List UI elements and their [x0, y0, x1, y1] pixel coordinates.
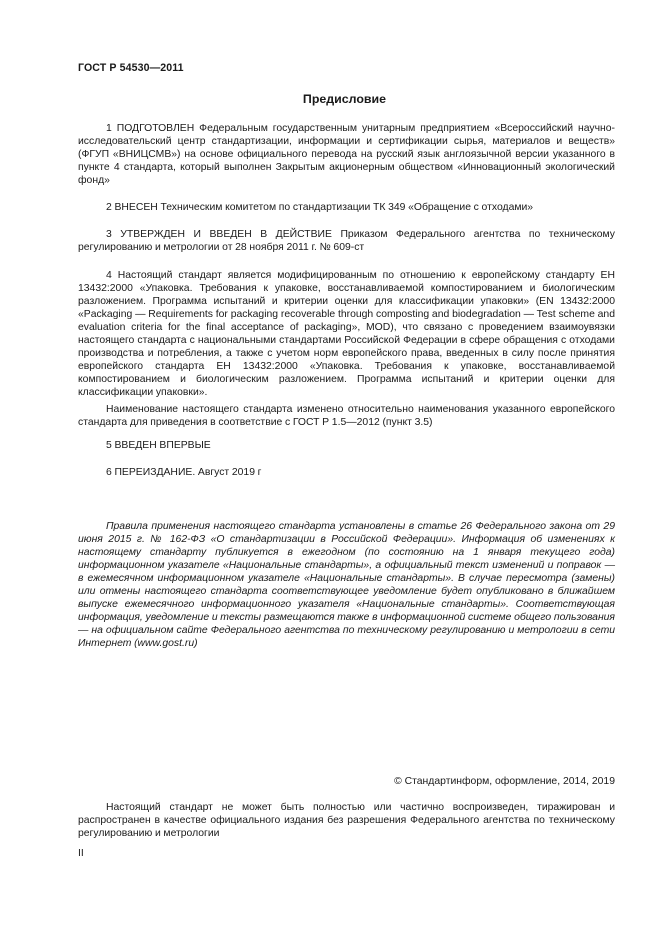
copyright-line: © Стандартинформ, оформление, 2014, 2019 — [394, 776, 615, 787]
reproduction-notice: Настоящий стандарт не может быть полностью или частично воспроизведен, тиражирован и распространен в качестве официального издания без разрешения Федерального агентства по техническому регулированию и метрологии — [78, 802, 615, 839]
application-rules-notice: Правила применения настоящего стандарта установлены в статье 26 Федерального закона от 29 июня 2015 г. № 162-ФЗ «О стандартизации в Российской Федерации». Информация об изменениях к настоящему стандарту публикуется в ежегодном (по состоянию на 1 января текущего года) информационном указателе «Национальные стандарты», а официальный текст изменений и поправок — в ежемесячном информационном указателе «Национальные стандарты». В случае пересмотра (замены) или отмены настоящего стандарта соответствующее уведомление будет опубликовано в ближайшем выпуске ежемесячного информационного указателя «Национальные стандарты». Соответствующая информация, уведомление и тексты размещаются также в информационной системе общего пользования — на официальном сайте Федерального агентства по техническому регулированию и метрологии в сети Интернет (www.gost.ru) — [78, 521, 615, 649]
paragraph-4-modified-standard: 4 Настоящий стандарт является модифицированным по отношению к европейскому стандарту ЕН 13432:2000 «Упаковка. Требования к упаковке, восстанавливаемой компостированием и биологическим разложением. Программа испытаний и критерии оценки для классификации упаковки» (EN 13432:2000 «Packaging — Requirements for packaging recoverable through composting and biodegradation — Test scheme and evaluation criteria for the final acceptance of packaging», MOD), что связано с проведением взаимоувязки настоящего стандарта с национальными стандартами Российской Федерации в сфере обращения с отходами производства и потребления, а также с учетом норм европейского права, введенных в силу после принятия европейского стандарта ЕН 13432:2000 «Упаковка. Требования к упаковке, восстанавливаемой компостированием и биологическим разложением. Программа испытаний и критерии оценки для классификации упаковки». — [78, 270, 615, 398]
paragraph-1-prepared-by: 1 ПОДГОТОВЛЕН Федеральным государственным унитарным предприятием «Всероссийский научно-исследовательский центр стандартизации, информации и сертификации сырья, материалов и веществ» (ФГУП «ВНИЦСМВ») на основе официального перевода на русский язык англоязычной версии указанного в пункте 4 стандарта, который выполнен Закрытым акционерным обществом «Инновационный экологический фонд» — [78, 123, 615, 186]
page-number: II — [78, 848, 84, 859]
standard-code-header: ГОСТ Р 54530—2011 — [78, 62, 184, 74]
paragraph-6-reissue: 6 ПЕРЕИЗДАНИЕ. Август 2019 г — [106, 467, 262, 478]
paragraph-2-submitted-by: 2 ВНЕСЕН Техническим комитетом по стандартизации ТК 349 «Обращение с отходами» — [106, 202, 534, 213]
paragraph-4-name-change: Наименование настоящего стандарта изменено относительно наименования указанного европейского стандарта для приведения в соответствие с ГОСТ Р 1.5—2012 (пункт 3.5) — [78, 404, 615, 428]
paragraph-5-introduced: 5 ВВЕДЕН ВПЕРВЫЕ — [106, 440, 211, 451]
paragraph-3-approved: 3 УТВЕРЖДЕН И ВВЕДЕН В ДЕЙСТВИЕ Приказом Федерального агентства по техническому регулированию и метрологии от 28 ноября 2011 г. № 609-ст — [78, 229, 615, 253]
page-title: Предисловие — [302, 92, 387, 106]
